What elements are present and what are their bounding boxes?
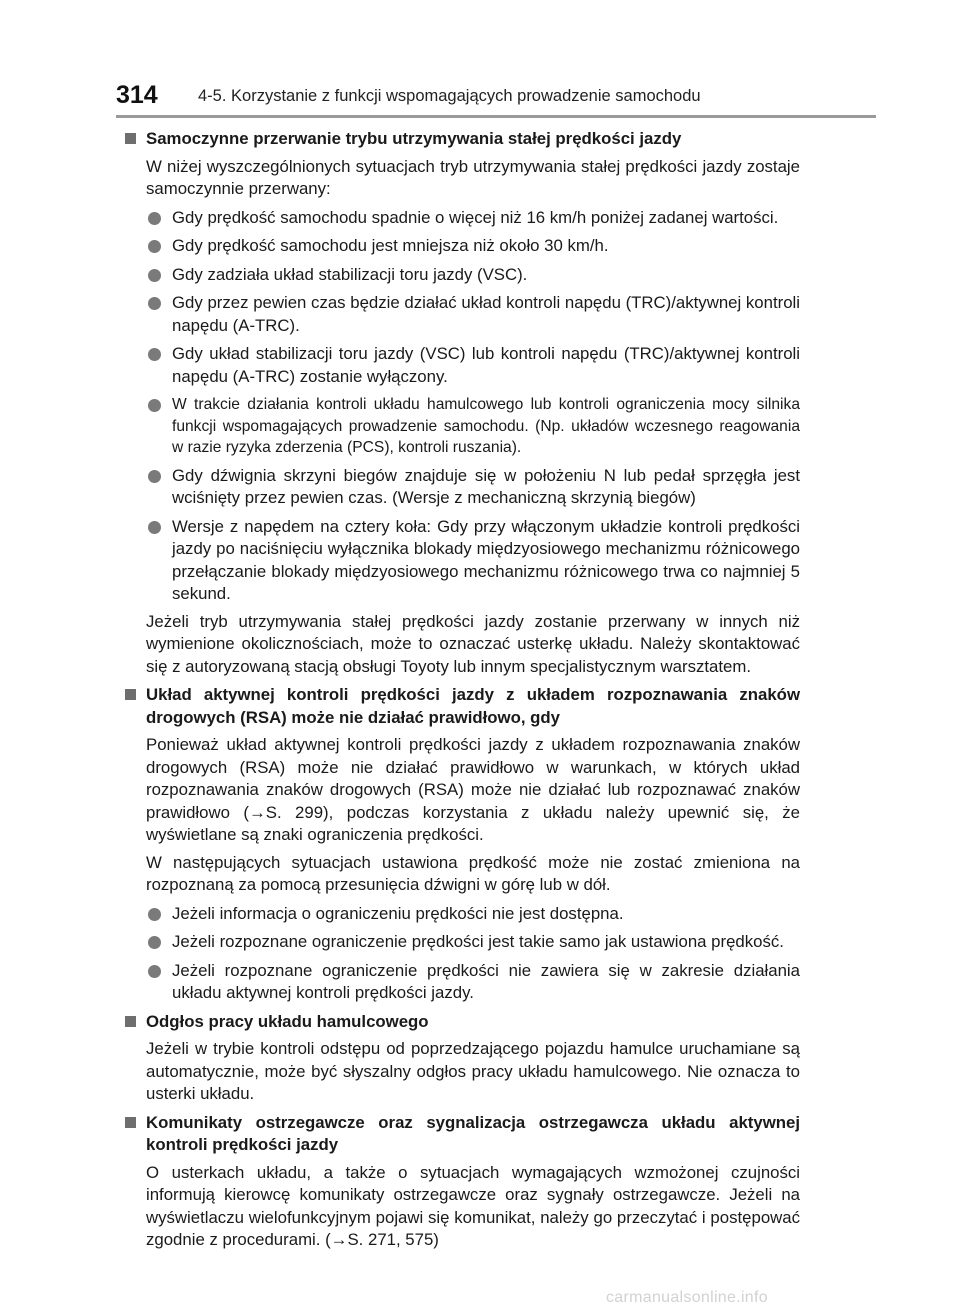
paragraph: O usterkach układu, a także o sytuacjach wymagających wzmożonej czujności informują kierowcę komunikaty ostrzegawcze oraz sygnały ostrzegawcze. Jeżeli na wyświetlaczu wielofunkcyjnym pojawi się komunikat, należy go przeczytać i postępować zgodnie z procedurami. (→S. 271, 575) — [146, 1162, 800, 1249]
list-item-text: Gdy przez pewien czas będzie działać układ kontroli napędu (TRC)/aktywnej kontroli napędu (A-TRC). — [172, 293, 800, 335]
list-item — [124, 235, 800, 258]
section-heading — [124, 128, 800, 151]
page-number: 314 — [116, 81, 158, 109]
list-item — [124, 960, 800, 1005]
list-item-text: Gdy prędkość samochodu spadnie o więcej niż 16 km/h poniżej zadanej wartości. — [172, 207, 779, 227]
square-bullet-icon — [125, 133, 136, 144]
page-header — [116, 78, 876, 118]
watermark: carmanualsonline.info — [606, 1289, 768, 1306]
list-item-text: Gdy zadziała układ stabilizacji toru jazdy (VSC). — [172, 264, 528, 284]
section-heading — [124, 684, 800, 729]
list-item-text: Wersje z napędem na cztery koła: Gdy przy włączonym układzie kontroli prędkości jazdy po naciśnięciu wyłącznika blokady międzyosiowego mechanizmu różnicowego przełączanie blokady międzyosiowego mechanizmu różnicowego trwa co najmniej 5 sekund. — [172, 516, 800, 603]
list-item — [124, 903, 800, 926]
section-heading-text: Odgłos pracy układu hamulcowego — [146, 1011, 429, 1031]
section-heading-text: Układ aktywnej kontroli prędkości jazdy z układem rozpoznawania znaków drogowych (RSA) może nie działać prawidłowo, gdy — [146, 685, 800, 727]
paragraph: Ponieważ układ aktywnej kontroli prędkości jazdy z układem rozpoznawania znaków drogowych (RSA) może nie działać prawidłowo w warunkach, w których układ rozpoznawania znaków drogowych (RSA) może nie działać lub rozpoznawać znaków prawidłowo (→S. 299), podczas korzystania z układu należy upewnić się, że wyświetlane są znaki ograniczenia prędkości. — [146, 735, 800, 844]
bullet-dot-icon — [148, 521, 161, 534]
page-content — [124, 128, 800, 1252]
paragraph: W następujących sytuacjach ustawiona prędkość może nie zostać zmieniona na rozpoznaną za pomocą przesunięcia dźwigni w górę lub w dół. — [146, 852, 800, 894]
list-item — [124, 394, 800, 459]
paragraph: Jeżeli tryb utrzymywania stałej prędkości jazdy zostanie przerwany w innych niż wymienione okolicznościach, może to oznaczać usterkę układu. Należy skontaktować się z autoryzowaną stacją obsługi Toyoty lub innym specjalistycznym warsztatem. — [146, 611, 800, 676]
list-item — [124, 516, 800, 606]
paragraph: W niżej wyszczególnionych sytuacjach tryb utrzymywania stałej prędkości jazdy zostaje samoczynnie przerwany: — [146, 156, 800, 198]
bullet-dot-icon — [148, 965, 161, 978]
list-item — [124, 931, 800, 954]
bullet-dot-icon — [148, 470, 161, 483]
section-heading-text: Komunikaty ostrzegawcze oraz sygnalizacja ostrzegawcza układu aktywnej kontroli prędkości jazdy — [146, 1112, 800, 1154]
bullet-dot-icon — [148, 297, 161, 310]
bullet-dot-icon — [148, 399, 161, 412]
header-divider — [116, 115, 876, 118]
bullet-dot-icon — [148, 348, 161, 361]
section-heading-text: Samoczynne przerwanie trybu utrzymywania stałej prędkości jazdy — [146, 129, 682, 148]
list-item — [124, 207, 800, 230]
bullet-dot-icon — [148, 269, 161, 282]
square-bullet-icon — [125, 1117, 136, 1128]
list-item-text: Gdy dźwignia skrzyni biegów znajduje się w położeniu N lub pedał sprzęgła jest wciśnięty przez pewien czas. (Wersje z mechaniczną skrzynią biegów) — [172, 465, 800, 507]
list-item-text: Gdy prędkość samochodu jest mniejsza niż około 30 km/h. — [172, 236, 609, 255]
section-heading — [124, 1011, 800, 1034]
list-item-text: Jeżeli rozpoznane ograniczenie prędkości nie zawiera się w zakresie działania układu aktywnej kontroli prędkości jazdy. — [172, 960, 800, 1002]
paragraph: Jeżeli w trybie kontroli odstępu od poprzedzającego pojazdu hamulce uruchamiane są automatycznie, może być słyszalny odgłos pracy układu hamulcowego. Nie oznacza to usterki układu. — [146, 1039, 800, 1103]
square-bullet-icon — [125, 1016, 136, 1027]
chapter-title: 4-5. Korzystanie z funkcji wspomagających prowadzenie samochodu — [198, 87, 701, 105]
bullet-dot-icon — [148, 212, 161, 225]
bullet-dot-icon — [148, 908, 161, 921]
bullet-dot-icon — [148, 240, 161, 253]
list-item — [124, 465, 800, 510]
bullet-dot-icon — [148, 936, 161, 949]
list-item-text: Jeżeli informacja o ograniczeniu prędkości nie jest dostępna. — [172, 903, 624, 923]
section-heading — [124, 1112, 800, 1157]
list-item-text: Jeżeli rozpoznane ograniczenie prędkości jest takie samo jak ustawiona prędkość. — [172, 932, 784, 951]
list-item — [124, 292, 800, 337]
list-item — [124, 343, 800, 388]
square-bullet-icon — [125, 689, 136, 700]
list-item-text: Gdy układ stabilizacji toru jazdy (VSC) lub kontroli napędu (TRC)/aktywnej kontroli napędu (A-TRC) zostanie wyłączony. — [172, 344, 800, 386]
list-item-text: W trakcie działania kontroli układu hamulcowego lub kontroli ograniczenia mocy silnika funkcji wspomagających prowadzenie samochodu. (Np. układów wczesnego reagowania w razie ryzyka zderzenia (PCS), kontroli ruszania). — [172, 396, 800, 456]
list-item — [124, 264, 800, 287]
